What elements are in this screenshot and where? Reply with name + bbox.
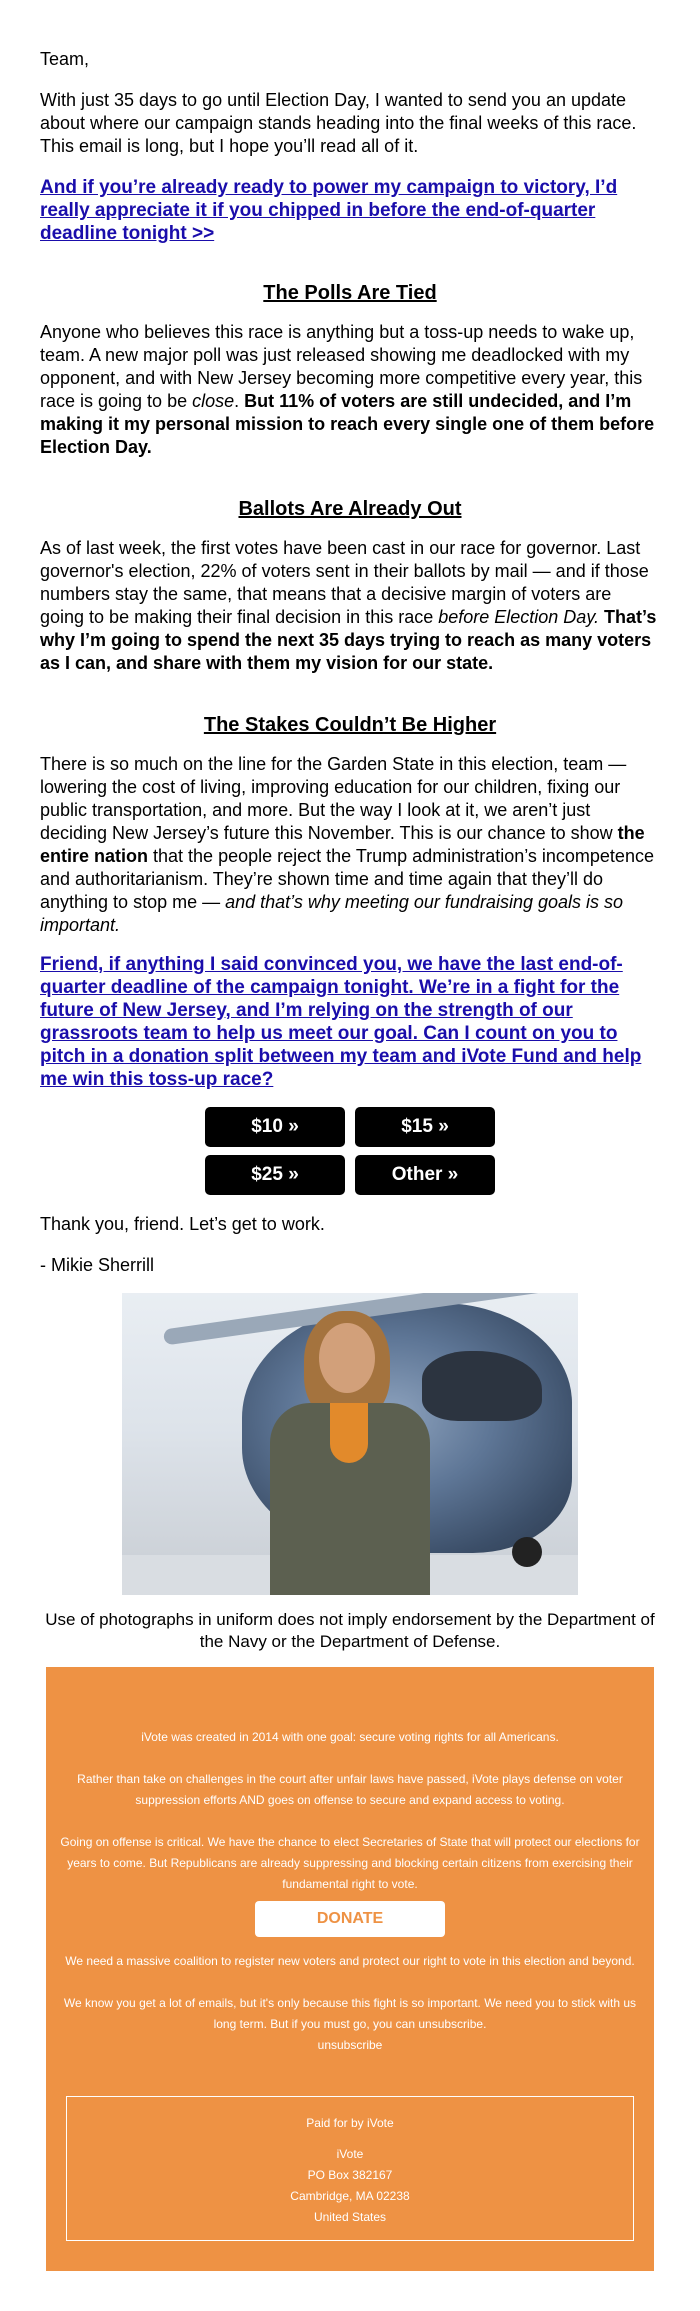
ivote-footer	[46, 1667, 654, 2271]
paid-for-line: Paid for by iVote	[306, 2116, 394, 2130]
polls-text-italic: close	[192, 391, 235, 411]
stakes-text-bold: the entire nation	[40, 823, 645, 866]
shirt-shape	[330, 1403, 368, 1463]
address-line: United States	[313, 2210, 387, 2224]
email-body	[40, 0, 660, 1277]
paid-for-box	[66, 2096, 634, 2241]
thanks-line: Thank you, friend. Let’s get to work.	[40, 1214, 325, 1234]
donate-10-button[interactable]: $10 »	[205, 1107, 345, 1147]
section-heading-ballots: Ballots Are Already Out	[238, 498, 462, 520]
section-text-stakes	[40, 753, 660, 937]
footer-paragraph-2: Rather than take on challenges in the court after unfair laws have passed, iVote plays defense on voter suppression efforts AND goes on offense to secure and expand access to voting.	[77, 1772, 623, 1807]
address-line: Cambridge, MA 02238	[290, 2189, 410, 2203]
section-text-ballots	[40, 537, 660, 675]
section-heading-stakes: The Stakes Couldn’t Be Higher	[203, 714, 497, 736]
intro-paragraph: With just 35 days to go until Election Day, I wanted to send you an update about where our campaign stands heading into the final weeks of this race. This email is long, but I hope you’ll read all of it.	[40, 90, 637, 156]
donate-link-top[interactable]: And if you’re already ready to power my campaign to victory, I’d really appreciate it if you chipped in before the end-of-quarter deadline tonight >>	[40, 177, 618, 244]
donate-25-button[interactable]: $25 »	[205, 1155, 345, 1195]
donation-buttons	[205, 1107, 495, 1195]
signature: - Mikie Sherrill	[40, 1255, 155, 1275]
ballots-text-a: As of last week, the first votes have been cast in our race for governor. Last governor's election, 22% of voters sent in their ballots by mail — and if those numbers stay the same, that means that a decisive margin of voters are going to be making their final decision in this race	[40, 538, 649, 627]
stakes-text-c: that the people reject the Trump administration’s incompetence and authoritarianism. They’re shown time and time again that they’ll do anything to stop me —	[40, 846, 654, 912]
greeting: Team,	[40, 49, 90, 69]
stakes-text-italic: and that’s why meeting our fundraising goals is so important.	[40, 892, 624, 935]
footer-paragraph-3: Going on offense is critical. We have the chance to elect Secretaries of State that will protect our elections for years to come. But Republicans are already suppressing and blocking certain citizens from exercising their fundamental right to vote.	[60, 1835, 640, 1891]
footer-paragraph-1: iVote was created in 2014 with one goal: secure voting rights for all Americans.	[141, 1730, 559, 1744]
polls-text-c: .	[234, 391, 245, 411]
footer-donate-button[interactable]: DONATE	[255, 1901, 445, 1937]
ballots-text-bold: That’s why I’m going to spend the next 35 days trying to reach as many voters as I can, and share with them my vision for our state.	[40, 607, 657, 673]
ballots-text-italic: before Election Day.	[438, 607, 599, 627]
candidate-photo	[122, 1293, 578, 1595]
donate-link-bottom[interactable]: Friend, if anything I said convinced you, we have the last end-of-quarter deadline of the campaign tonight. We’re in a fight for the future of New Jersey, and I’m relying on the strength of our grassroots team to help us meet our goal. Can I count on you to pitch in a donation split between my team and iVote Fund and help me win this toss-up race?	[40, 954, 642, 1090]
footer-paragraph-5: We know you get a lot of emails, but it's only because this fight is so important. We need you to stick with us long term. But if you must go, you can unsubscribe.	[63, 1996, 637, 2031]
donate-other-button[interactable]: Other »	[355, 1155, 495, 1195]
unsubscribe-link[interactable]: unsubscribe	[317, 2038, 383, 2052]
stakes-text-a: There is so much on the line for the Garden State in this election, team — lowering the cost of living, improving education for our children, fixing our public transportation, and more. But the way I look at it, we aren’t just deciding New Jersey’s future this November. This is our chance to show	[40, 754, 627, 843]
donate-15-button[interactable]: $15 »	[355, 1107, 495, 1147]
footer-paragraph-4: We need a massive coalition to register new voters and protect our right to vote in this election and beyond.	[65, 1954, 635, 1968]
photo-caption: Use of photographs in uniform does not imply endorsement by the Department of the Navy or the Department of Defense.	[45, 1610, 655, 1651]
section-text-polls	[40, 321, 660, 459]
address-line: PO Box 382167	[307, 2168, 393, 2182]
address-line: iVote	[336, 2147, 364, 2161]
section-polls	[40, 281, 660, 459]
head-shape	[319, 1323, 375, 1393]
polls-text-bold: But 11% of voters are still undecided, and I’m making it my personal mission to reach every single one of them before Election Day.	[40, 391, 655, 457]
section-heading-polls: The Polls Are Tied	[263, 282, 437, 304]
wheel-shape	[512, 1537, 542, 1567]
polls-text-a: Anyone who believes this race is anything but a toss-up needs to wake up, team. A new major poll was just released showing me deadlocked with my opponent, and with New Jersey becoming more competitive every year, this race is going to be	[40, 322, 643, 411]
section-stakes	[40, 713, 660, 937]
section-ballots	[40, 497, 660, 675]
